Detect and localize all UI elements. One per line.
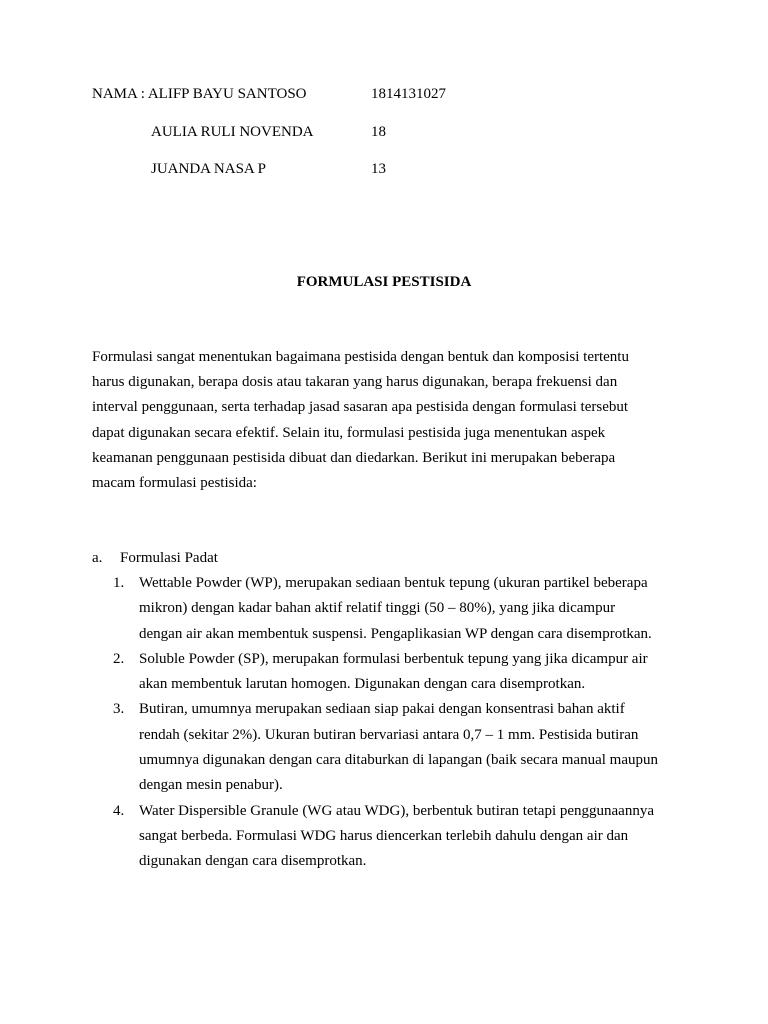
- paragraph-line: macam formulasi pestisida:: [92, 475, 257, 492]
- list-item-line: dengan air akan membentuk suspensi. Pengaplikasian WP dengan cara disemprotkan.: [139, 625, 652, 642]
- list-item-line: sangat berbeda. Formulasi WDG harus diencerkan terlebih dahulu dengan air dan: [139, 827, 629, 844]
- author-id: 18: [371, 123, 386, 140]
- paragraph-line: Formulasi sangat menentukan bagaimana pestisida dengan bentuk dan komposisi tertentu: [92, 349, 629, 365]
- author-name: AULIA RULI NOVENDA: [151, 123, 314, 140]
- list-item-line: Water Dispersible Granule (WG atau WDG), berbentuk butiran tetapi penggunaannya: [139, 802, 654, 819]
- list-item-line: digunakan dengan cara disemprotkan.: [139, 853, 367, 870]
- numbered-list: [92, 571, 692, 875]
- list-item-line: Butiran, umumnya merupakan sediaan siap pakai dengan konsentrasi bahan aktif: [139, 701, 625, 718]
- list-item-line: mikron) dengan kadar bahan aktif relatif tinggi (50 – 80%), yang jika dicampur: [139, 600, 616, 617]
- author-row: [92, 86, 552, 124]
- document-title: FORMULASI PESTISIDA: [296, 274, 472, 290]
- list-item-line: akan membentuk larutan homogen. Digunakan dengan cara disemprotkan.: [139, 676, 586, 693]
- author-name: JUANDA NASA P: [151, 161, 267, 177]
- list-item: [92, 647, 692, 698]
- list-item: [92, 799, 692, 875]
- author-id: 1814131027: [371, 86, 446, 102]
- section-title: Formulasi Padat: [120, 550, 218, 566]
- list-item-line: dengan mesin penabur).: [139, 777, 283, 794]
- list-item-number: 4.: [113, 802, 125, 819]
- paragraph-line: dapat digunakan secara efektif. Selain itu, formulasi pestisida juga menentukan aspek: [92, 424, 606, 441]
- list-item: [92, 571, 692, 647]
- list-item-number: 1.: [113, 575, 125, 591]
- list-item: [92, 697, 692, 798]
- author-name: NAMA : ALIFP BAYU SANTOSO: [92, 86, 307, 102]
- author-id: 13: [371, 161, 386, 177]
- list-item-line: umumnya digunakan dengan cara ditaburkan di lapangan (baik secara manual maupun: [139, 752, 658, 769]
- list-item-line: rendah (sekitar 2%). Ukuran butiran bervariasi antara 0,7 – 1 mm. Pestisida butiran: [139, 726, 639, 743]
- list-item-line: Wettable Powder (WP), merupakan sediaan bentuk tepung (ukuran partikel beberapa: [139, 575, 648, 591]
- paragraph-line: interval penggunaan, serta terhadap jasad sasaran apa pestisida dengan formulasi tersebut: [92, 399, 629, 416]
- intro-paragraph: [92, 345, 692, 496]
- list-item-number: 2.: [113, 650, 125, 667]
- author-row: [92, 161, 552, 199]
- section-marker: a.: [92, 550, 103, 566]
- author-row: [92, 124, 552, 162]
- list-item-number: 3.: [113, 701, 125, 718]
- paragraph-line: keamanan penggunaan pestisida dibuat dan diedarkan. Berikut ini merupakan beberapa: [92, 449, 616, 466]
- author-table: [92, 86, 552, 199]
- list-item-line: Soluble Powder (SP), merupakan formulasi berbentuk tepung yang jika dicampur air: [139, 650, 648, 667]
- paragraph-line: harus digunakan, berapa dosis atau takaran yang harus digunakan, berapa frekuensi dan: [92, 374, 618, 391]
